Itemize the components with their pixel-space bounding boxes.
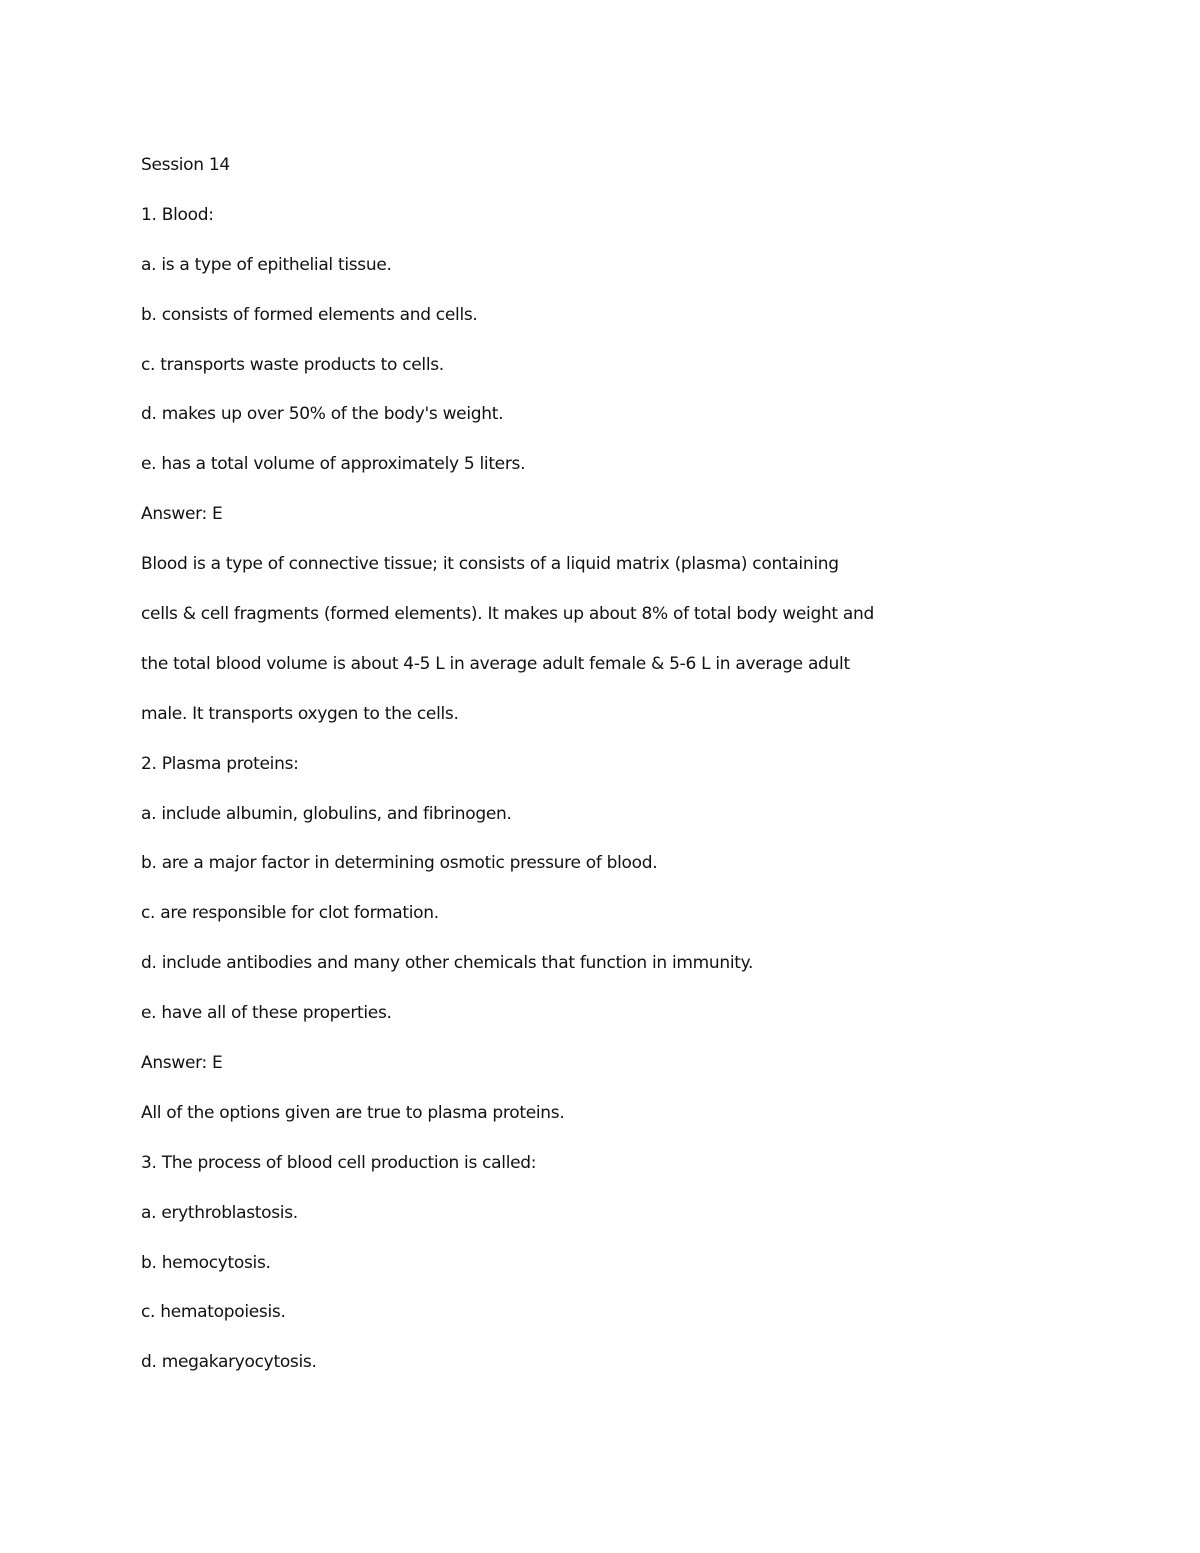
question-1-option-b: b. consists of formed elements and cells. [141,304,478,325]
question-1-option-e: e. has a total volume of approximately 5 liters. [141,454,526,475]
document-page [141,141,1141,1388]
question-1-option-d: d. makes up over 50% of the body's weight. [141,404,504,425]
question-1-explanation-line: the total blood volume is about 4-5 L in average adult female & 5-6 L in average adult [141,653,850,674]
question-1-explanation-line: male. It transports oxygen to the cells. [141,703,459,724]
question-1-option-c: c. transports waste products to cells. [141,354,444,375]
question-2-option-e: e. have all of these properties. [141,1003,392,1024]
question-3-option-d: d. megakaryocytosis. [141,1352,317,1373]
page-title: Session 14 [141,155,230,175]
question-3-option-c: c. hematopoiesis. [141,1302,286,1323]
question-3-option-a: a. erythroblastosis. [141,1202,298,1223]
question-2-answer: Answer: E [141,1053,223,1074]
question-1-option-a: a. is a type of epithelial tissue. [141,254,392,275]
question-2-option-d: d. include antibodies and many other chemicals that function in immunity. [141,953,754,974]
question-1-explanation-line: cells & cell fragments (formed elements). It makes up about 8% of total body weight and [141,604,874,625]
question-2-explanation-line: All of the options given are true to plasma proteins. [141,1102,565,1123]
question-2-option-c: c. are responsible for clot formation. [141,903,439,924]
question-1-explanation-line: Blood is a type of connective tissue; it consists of a liquid matrix (plasma) containing [141,554,839,575]
question-3-stem: 3. The process of blood cell production is called: [141,1152,537,1173]
question-3-option-b: b. hemocytosis. [141,1252,271,1273]
question-2-stem: 2. Plasma proteins: [141,753,299,774]
question-1-answer: Answer: E [141,504,223,525]
question-1-stem: 1. Blood: [141,204,214,225]
question-2-option-a: a. include albumin, globulins, and fibrinogen. [141,803,512,824]
question-2-option-b: b. are a major factor in determining osmotic pressure of blood. [141,853,658,874]
